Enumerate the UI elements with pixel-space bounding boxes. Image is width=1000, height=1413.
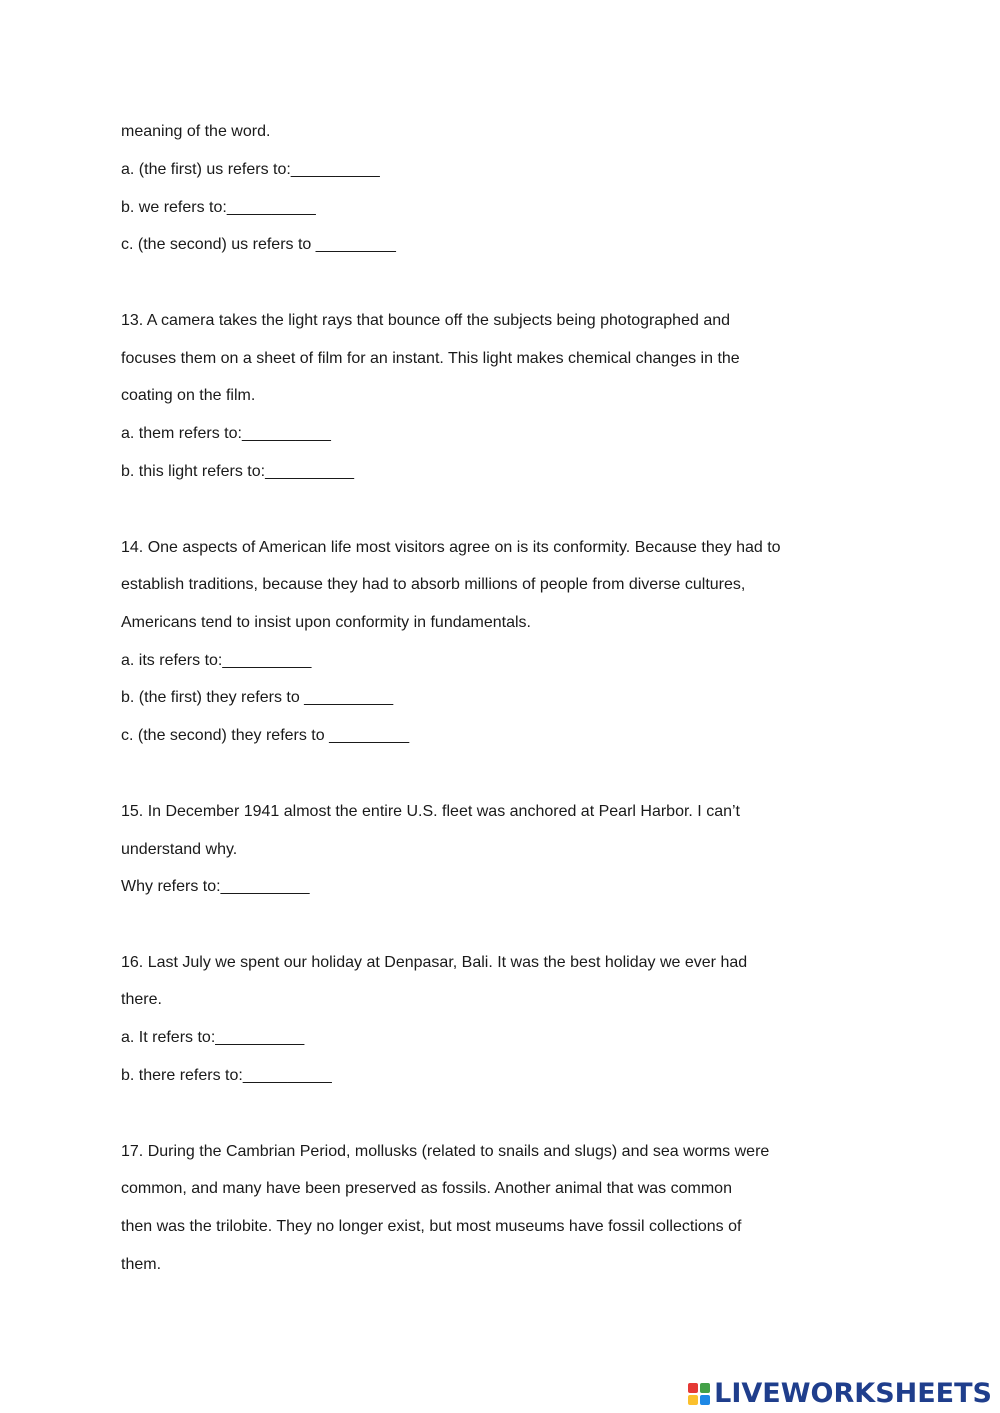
logo-square [688,1383,698,1393]
question-14a: a. its refers to:__________ [121,652,312,669]
question-15-text: 15. In December 1941 almost the entire U.S. fleet was anchored at Pearl Harbor. I can’t [121,803,740,820]
question-13-text: 13. A camera takes the light rays that bounce off the subjects being photographed and [121,312,731,329]
question-14-text: establish traditions, because they had to absorb millions of people from diverse cultures, [121,576,746,593]
question-13b: b. this light refers to:__________ [121,463,355,480]
question-12a: a. (the first) us refers to:__________ [121,161,380,178]
question-15-text: understand why. [121,841,238,858]
question-17-text: then was the trilobite. They no longer exist, but most museums have fossil collections of [121,1218,742,1235]
question-14-text: Americans tend to insist upon conformity in fundamentals. [121,614,531,631]
question-16b: b. there refers to:__________ [121,1067,332,1084]
question-16a: a. It refers to:__________ [121,1029,305,1046]
question-17-text: common, and many have been preserved as fossils. Another animal that was common [121,1180,732,1197]
question-13-text: coating on the film. [121,387,256,404]
question-14b: b. (the first) they refers to __________ [121,689,394,706]
logo-square [688,1395,698,1405]
text-line: meaning of the word. [121,123,271,140]
question-17-text: them. [121,1256,162,1273]
logo-text: LIVEWORKSHEETS [714,1378,992,1409]
logo-mark-icon [688,1383,710,1405]
question-17-text: 17. During the Cambrian Period, mollusks (related to snails and slugs) and sea worms were [121,1143,770,1160]
question-14c: c. (the second) they refers to _________ [121,727,410,744]
question-13a: a. them refers to:__________ [121,425,331,442]
question-12b: b. we refers to:__________ [121,199,316,216]
question-12c: c. (the second) us refers to _________ [121,236,396,253]
question-16-text: there. [121,991,162,1008]
question-15a: Why refers to:__________ [121,878,310,895]
question-14-text: 14. One aspects of American life most visitors agree on is its conformity. Because they had to [121,539,781,556]
question-16-text: 16. Last July we spent our holiday at Denpasar, Bali. It was the best holiday we ever had [121,954,748,971]
question-13-text: focuses them on a sheet of film for an instant. This light makes chemical changes in the [121,350,740,367]
logo-square [700,1383,710,1393]
logo-square [700,1395,710,1405]
liveworksheets-logo [688,1379,992,1409]
